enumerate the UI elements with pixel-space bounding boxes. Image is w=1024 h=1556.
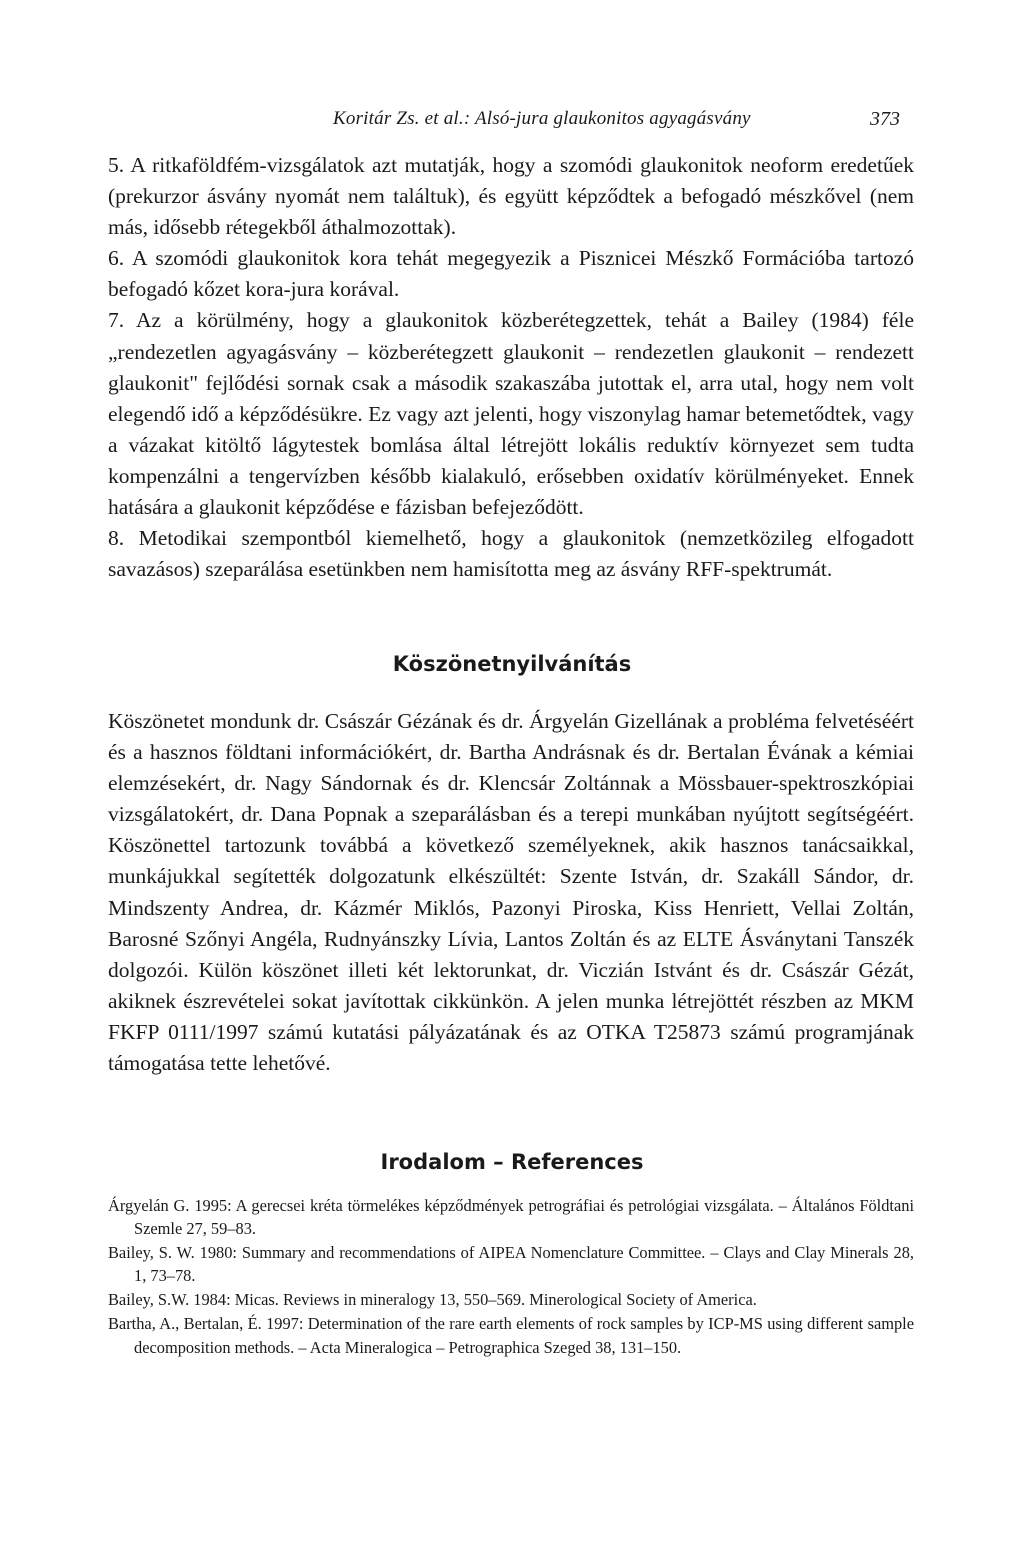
reference-item: Bailey, S.W. 1984: Micas. Reviews in mineralogy 13, 550–569. Minerological Society of America. bbox=[108, 1290, 757, 1310]
paragraph-8: 8. Metodikai szempontból kiemelhető, hogy a glaukonitok (nemzetközileg elfogadott savazásos) szeparálása esetünkben nem hamisította meg az ásvány RFF-spektrumát. bbox=[108, 526, 914, 582]
reference-list bbox=[108, 1194, 914, 1360]
acknowledgements-text bbox=[108, 706, 914, 1079]
acknowledgements-heading: Köszönetnyilvánítás bbox=[392, 652, 632, 676]
reference-item: Bailey, S. W. 1980: Summary and recommendations of AIPEA Nomenclature Committee. – Clays and Clay Minerals 28, 1, 73–78. bbox=[108, 1243, 914, 1286]
paragraph-6: 6. A szomódi glaukonitok kora tehát megegyezik a Pisznicei Mészkő Formációba tartozó befogadó kőzet kora-jura korával. bbox=[108, 246, 914, 302]
references-heading: Irodalom – References bbox=[380, 1150, 644, 1174]
paragraph-5: 5. A ritkaföldfém-vizsgálatok azt mutatják, hogy a szomódi glaukonitok neoform eredetűek (prekurzor ásvány nyomát nem találtuk), és együtt képződtek a befogadó mészkővel (nem más, idősebb rétegekből áthalmozottak). bbox=[108, 153, 914, 240]
conclusions-text bbox=[108, 150, 914, 585]
paragraph-7: 7. Az a körülmény, hogy a glaukonitok közberétegzettek, tehát a Bailey (1984) féle „rendezetlen agyagásvány – közberétegzett glaukonit – rendezetlen glaukonit – rendezett glaukonit" fejlődési sornak csak a második szakaszába jutottak el, arra utal, hogy nem volt elegendő idő a képződésükre. Ez vagy azt jelenti, hogy viszonylag hamar betemetődtek, vagy a vázakat kitöltő lágytestek bomlása által létrejött lokális reduktív környezet sem tudta kompenzálni a tengervízben később kialakuló, erősebben oxidatív körülményeket. Ennek hatására a glaukonit képződése e fázisban befejeződött. bbox=[108, 308, 914, 520]
acknowledgements-paragraph: Köszönetet mondunk dr. Császár Gézának és dr. Árgyelán Gizellának a probléma felvetéséért és a hasznos földtani információkért, dr. Bartha Andrásnak és dr. Bertalan Évának a kémiai elemzésekért, dr. Nagy Sándornak és dr. Klencsár Zoltánnak a Mössbauer-spektroszkópiai vizsgálatokért, dr. Dana Popnak a szeparálásban és a terepi munkában nyújtott segítségéért. Köszönettel tartozunk továbbá a következő személyeknek, akik hasznos tanácsaikkal, munkájukkal segítették dolgozatunk elkészültét: Szente István, dr. Szakáll Sándor, dr. Mindszenty Andrea, dr. Kázmér Miklós, Pazonyi Piroska, Kiss Henriett, Vellai Zoltán, Barosné Szőnyi Angéla, Rudnyánszky Lívia, Lantos Zoltán és az ELTE Ásványtani Tanszék dolgozói. Külön köszönet illeti két lektorunkat, dr. Viczián Istvánt és dr. Császár Gézát, akiknek észrevételei sokat javítottak cikkünkön. A jelen munka létrejöttét részben az MKM FKFP 0111/1997 számú kutatási pályázatának és az OTKA T25873 számú programjának támogatása tette lehetővé. bbox=[108, 709, 914, 1076]
running-title: Koritár Zs. et al.: Alsó-jura glaukonitos agyagásvány bbox=[333, 108, 751, 129]
running-header bbox=[0, 108, 1024, 140]
reference-item: Bartha, A., Bertalan, É. 1997: Determination of the rare earth elements of rock samples by ICP-MS using different sample decomposition methods. – Acta Mineralogica – Petrographica Szeged 38, 131–150. bbox=[108, 1314, 914, 1357]
reference-item: Árgyelán G. 1995: A gerecsei kréta törmelékes képződmények petrográfiai és petrológiai vizsgálata. – Általános Földtani Szemle 27, 59–83. bbox=[108, 1196, 914, 1239]
page-number: 373 bbox=[870, 108, 900, 130]
